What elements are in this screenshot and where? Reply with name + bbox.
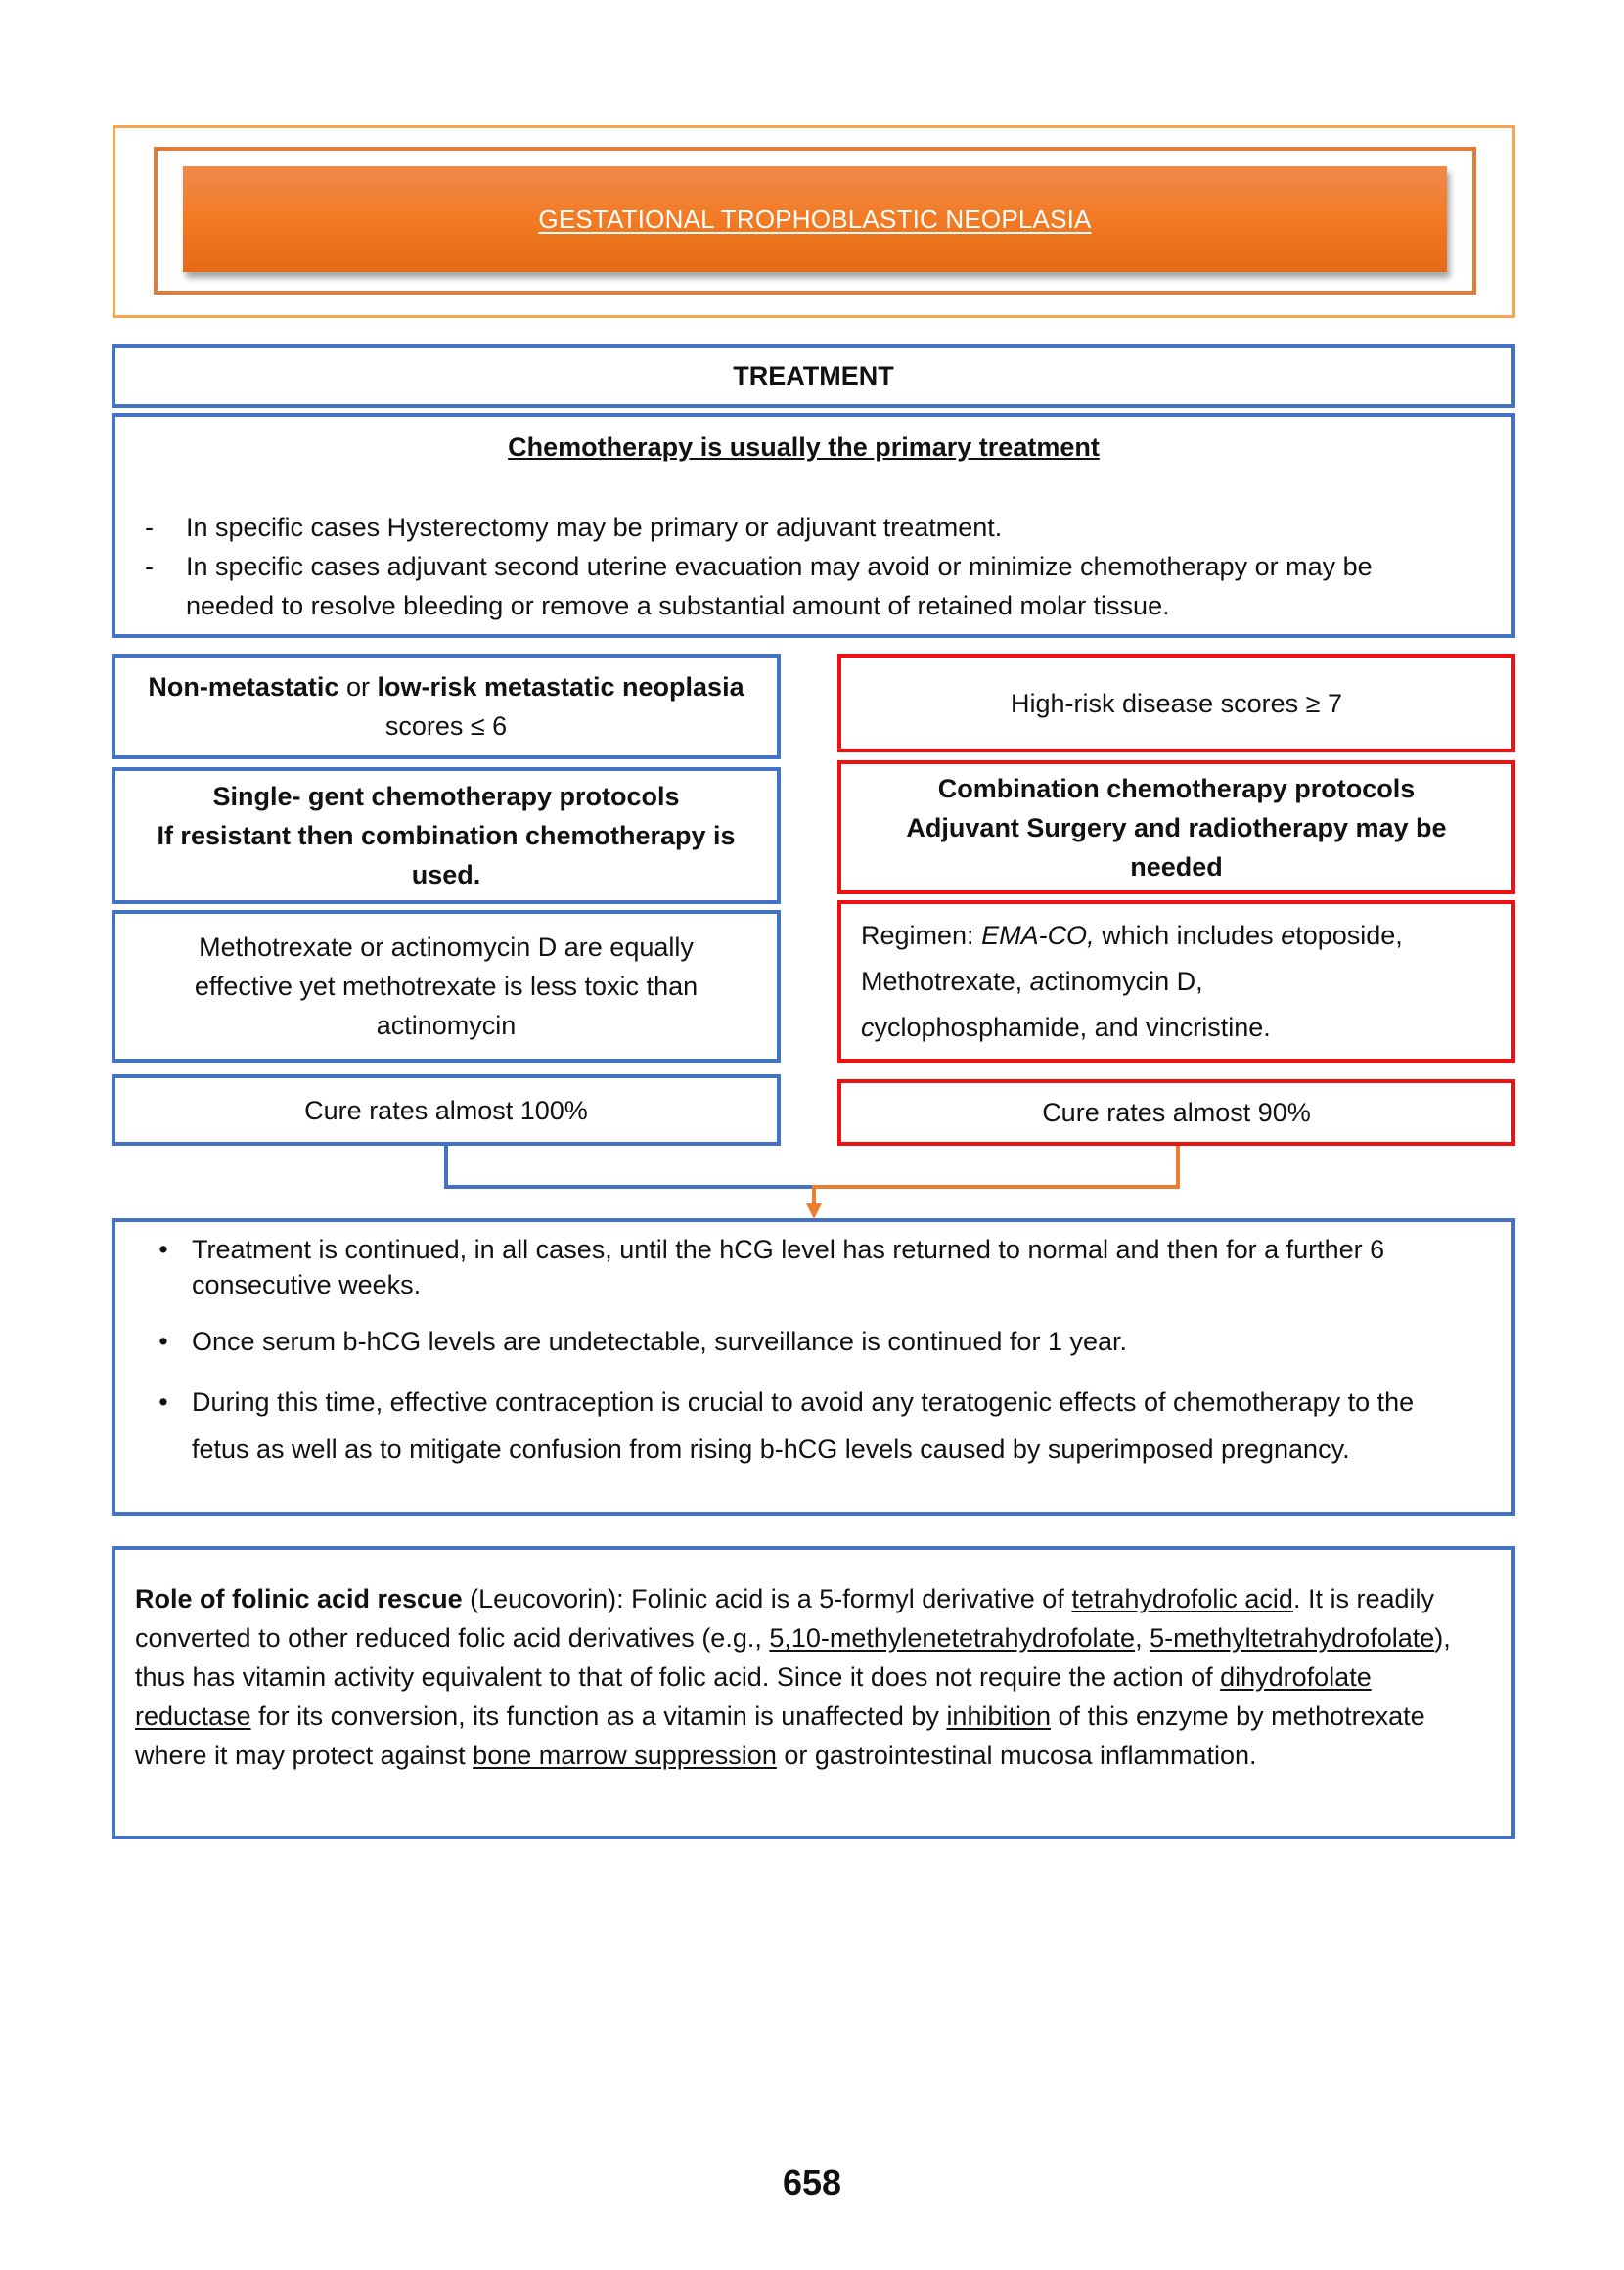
- link-methylenetetrahydrofolate[interactable]: 5,10-methylenetetrahydrofolate: [769, 1623, 1136, 1653]
- low-risk-cure-rate: Cure rates almost 100%: [304, 1095, 588, 1125]
- regimen-initial: e: [1281, 920, 1296, 950]
- follow-up-text: Once serum b-hCG levels are undetectable, surveillance is continued for 1 year.: [192, 1327, 1127, 1356]
- low-risk-protocol-line1: Single- gent chemotherapy protocols: [212, 782, 680, 811]
- regimen-initial: c: [861, 1012, 875, 1042]
- regimen-text: yclophosphamide, and vincristine.: [874, 1012, 1271, 1042]
- follow-up-text: During this time, effective contraception is crucial to avoid any teratogenic effects of chemotherapy to the fetus as well as to mitigate confusion from rising b-hCG levels caused by superimposed pregnancy.: [192, 1387, 1415, 1464]
- treatment-note-text: In specific cases adjuvant second uterine evacuation may avoid or minimize chemotherapy or may be needed to resolve bleeding or remove a substantial amount of retained molar tissue.: [186, 552, 1373, 620]
- low-risk-label: low-risk metastatic neoplasia: [377, 672, 744, 702]
- dash-marker: -: [145, 552, 154, 581]
- follow-up-item: [135, 1232, 1472, 1302]
- folinic-text: ,: [1135, 1623, 1150, 1653]
- primary-statement: Chemotherapy is usually the primary treatment: [508, 432, 1100, 462]
- folinic-text: . It is readily converted to other reduced folic acid derivatives (e.g.,: [135, 1584, 1434, 1653]
- treatment-note-text: In specific cases Hysterectomy may be primary or adjuvant treatment.: [186, 513, 1003, 542]
- link-tetrahydrofolic-acid[interactable]: tetrahydrofolic acid: [1071, 1584, 1293, 1613]
- regimen-initial: a: [1029, 966, 1045, 996]
- folinic-text: ), thus has vitamin activity equivalent to that of folic acid. Since it does not require the action of: [135, 1623, 1451, 1692]
- regimen-text: Methotrexate,: [861, 966, 1030, 996]
- regimen-text: ctinomycin D,: [1044, 966, 1203, 996]
- regimen-label: Regimen:: [861, 920, 982, 950]
- link-dihydrofolate-reductase[interactable]: dihydrofolate reductase: [135, 1662, 1372, 1731]
- arrow-down-icon: [806, 1203, 822, 1219]
- score-threshold: scores ≤ 6: [384, 711, 508, 741]
- follow-up-text: Treatment is continued, in all cases, until the hCG level has returned to normal and then for a further 6 consecutive weeks.: [192, 1235, 1385, 1299]
- low-risk-drugs: Methotrexate or actinomycin D are equally effective yet methotrexate is less toxic than actinomycin: [194, 932, 699, 1040]
- low-risk-connector-line: [446, 1146, 815, 1187]
- bullet-icon: •: [158, 1387, 168, 1417]
- folinic-acid-box: [112, 1546, 1515, 1839]
- non-metastatic-label: Non-metastatic: [148, 672, 339, 702]
- page-number: 658: [782, 2162, 842, 2202]
- high-risk-protocol-line1: Combination chemotherapy protocols: [937, 773, 1416, 803]
- connector-text: or: [338, 672, 378, 702]
- regimen-name: EMA-CO,: [981, 920, 1095, 950]
- dash-marker: -: [145, 513, 154, 542]
- treatment-heading: TREATMENT: [733, 361, 894, 390]
- folinic-text: (Leucovorin): Folinic acid is a 5-formyl derivative of: [462, 1584, 1072, 1613]
- folinic-text: of this enzyme by methotrexate where it may protect against: [135, 1702, 1425, 1770]
- bullet-icon: •: [158, 1235, 168, 1264]
- folinic-text: for its conversion, its function as a vitamin is unaffected by: [250, 1702, 947, 1731]
- high-risk-connector-line: [814, 1146, 1178, 1205]
- bullet-icon: •: [158, 1327, 168, 1356]
- follow-up-item: [135, 1322, 1472, 1361]
- folinic-title: Role of folinic acid rescue: [135, 1584, 463, 1613]
- high-risk-cure-rate: Cure rates almost 90%: [1042, 1098, 1311, 1127]
- folinic-text: or gastrointestinal mucosa inflammation.: [776, 1741, 1257, 1770]
- link-inhibition[interactable]: inhibition: [946, 1702, 1052, 1731]
- high-risk-protocol-line2: Adjuvant Surgery and radiotherapy may be needed: [906, 812, 1447, 882]
- link-bone-marrow-suppression[interactable]: bone marrow suppression: [473, 1741, 777, 1770]
- follow-up-box: [112, 1218, 1515, 1516]
- low-risk-protocol-line2: If resistant then combination chemotherapy is used.: [157, 821, 736, 889]
- link-methyltetrahydrofolate[interactable]: 5-methyltetrahydrofolate: [1150, 1623, 1435, 1653]
- regimen-text: toposide,: [1295, 920, 1403, 950]
- page-title: GESTATIONAL TROPHOBLASTIC NEOPLASIA: [538, 204, 1092, 234]
- follow-up-item: [135, 1379, 1472, 1473]
- regimen-text: which includes: [1094, 920, 1282, 950]
- high-risk-criteria: High-risk disease scores ≥ 7: [1011, 688, 1342, 718]
